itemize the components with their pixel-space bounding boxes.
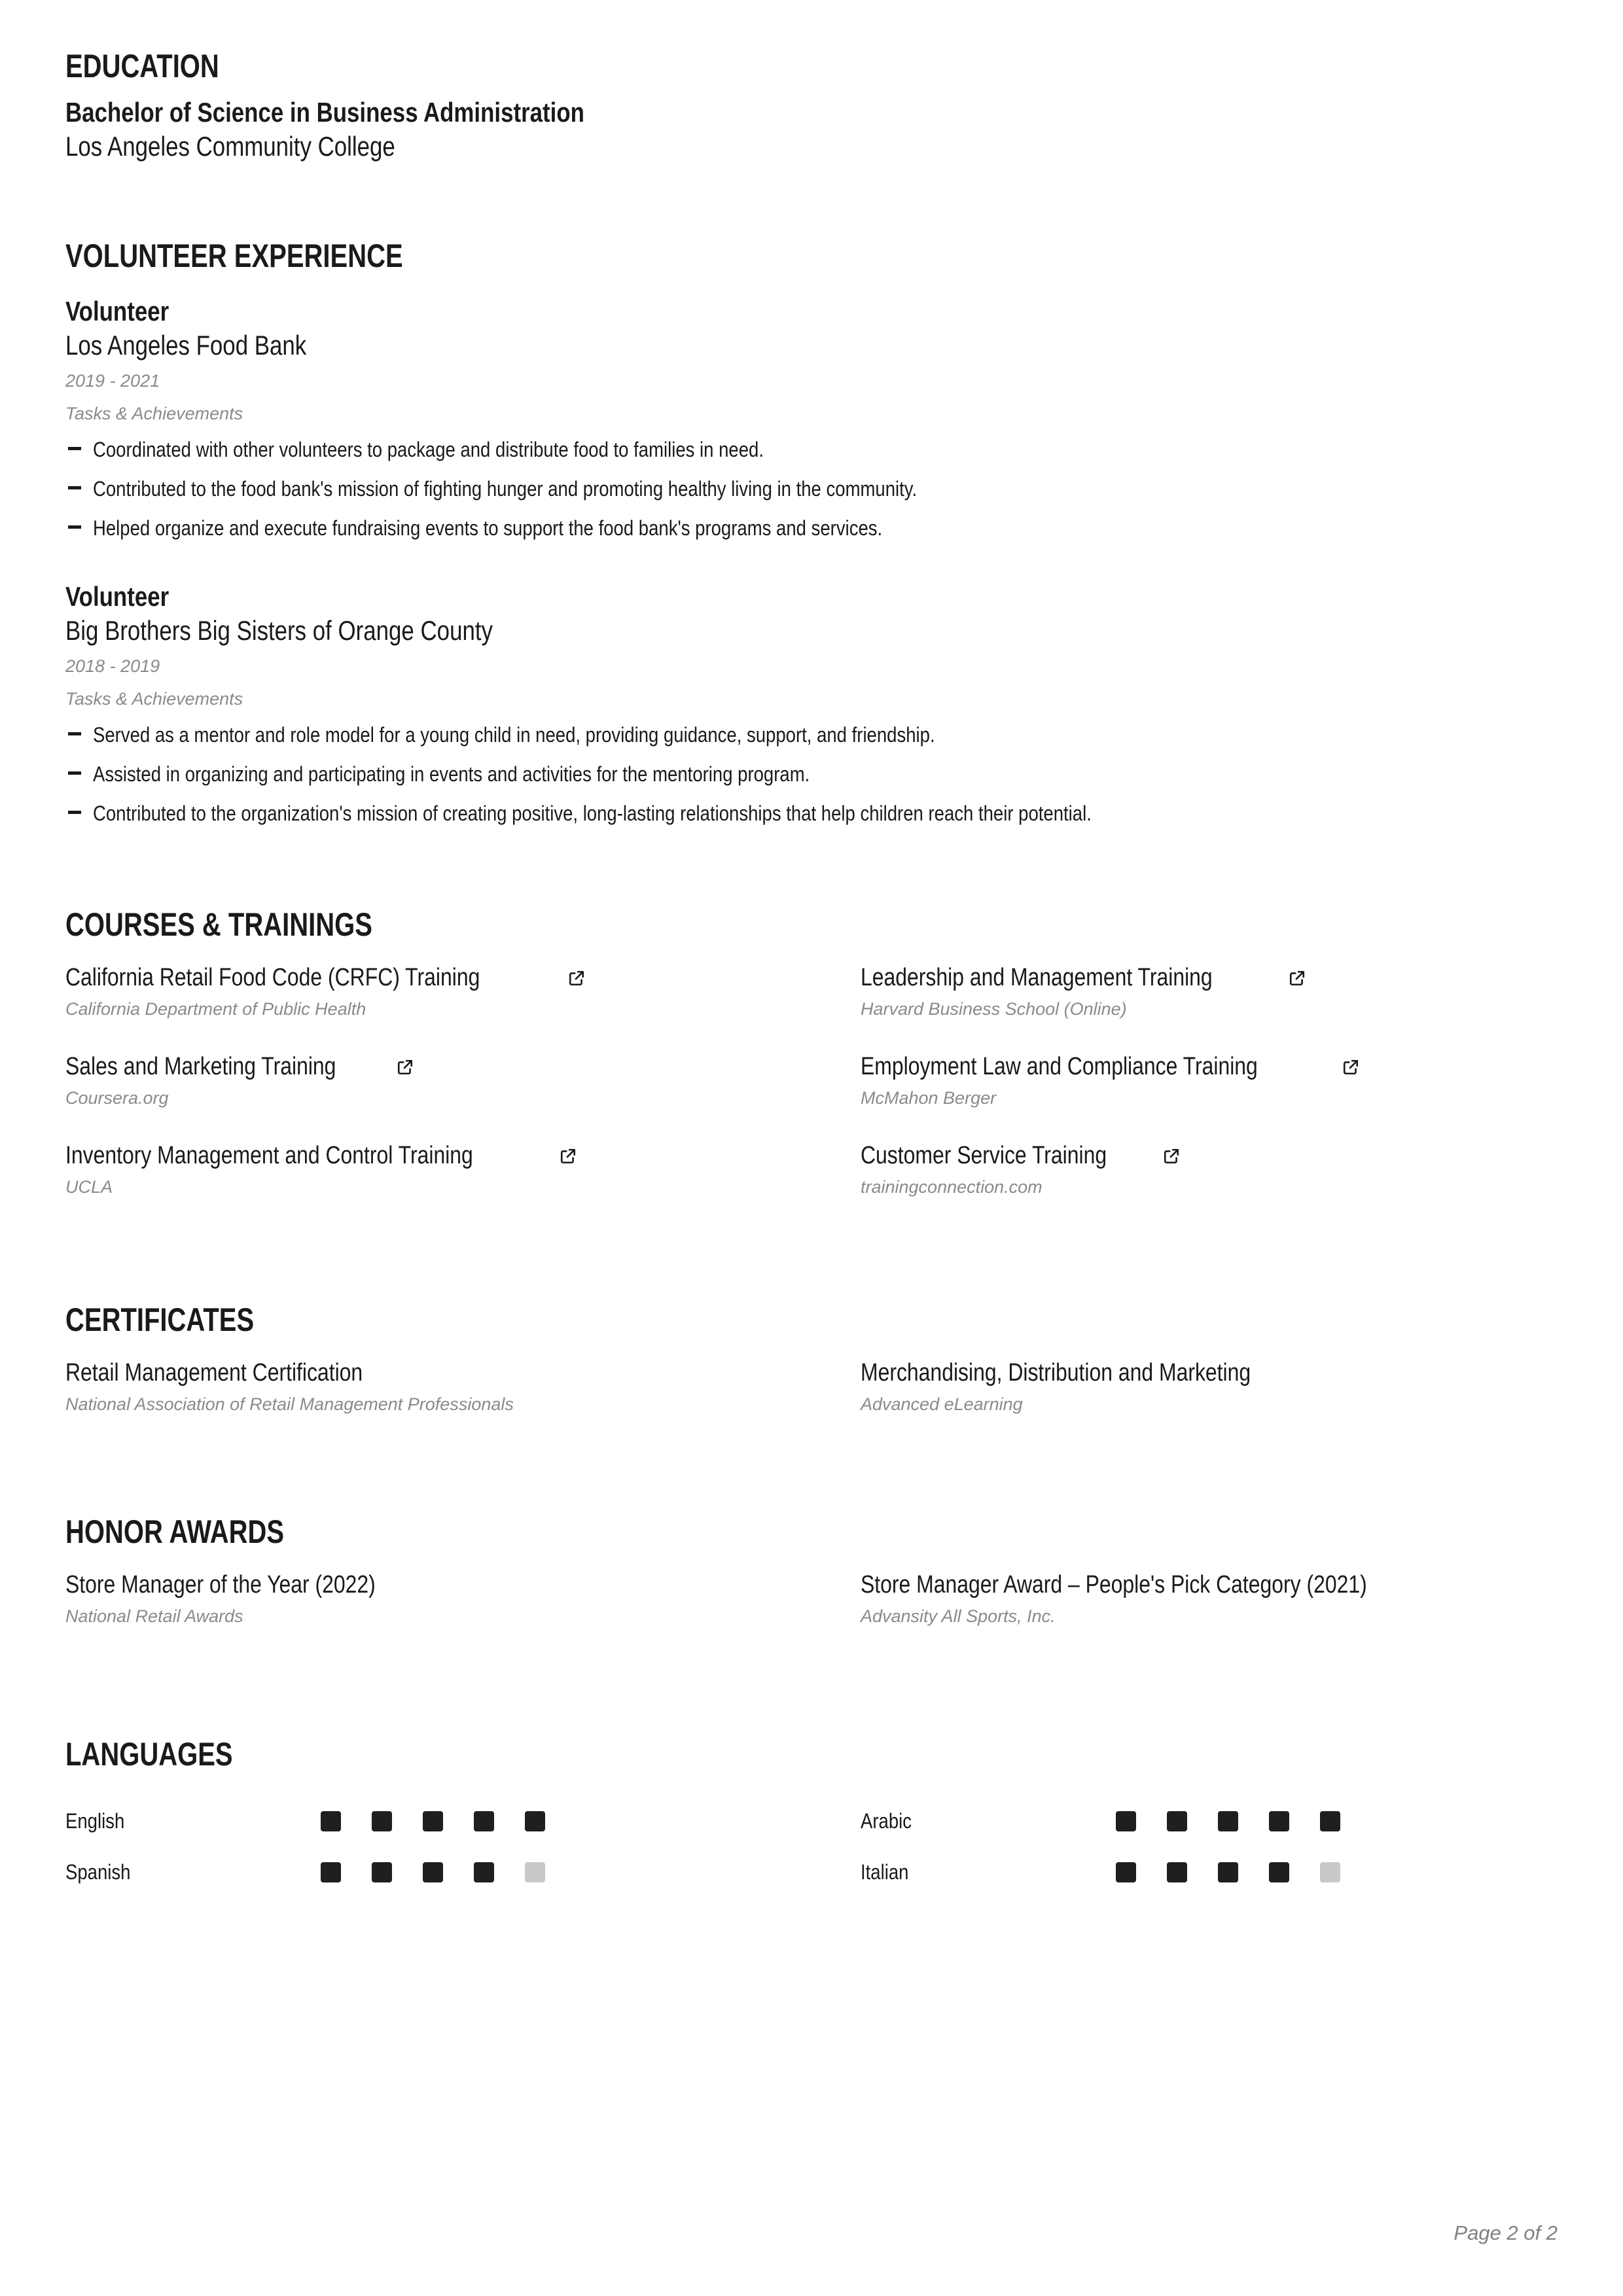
section-heading-courses-text: COURSES & TRAININGS (65, 906, 372, 943)
certificate-item (861, 1357, 1558, 1446)
level-square (1218, 1862, 1238, 1882)
section-heading-volunteer (65, 237, 1558, 275)
bullet-item (65, 434, 1558, 465)
language-name (861, 1859, 1116, 1885)
page-footer: Page 2 of 2 (1454, 2221, 1558, 2244)
volunteer-role (65, 580, 1558, 614)
language-name-text: Spanish (65, 1860, 131, 1884)
section-heading-education-text: EDUCATION (65, 48, 219, 84)
certificate-title (65, 1357, 861, 1388)
certificate-issuer: National Association of Retail Management Professionals (65, 1394, 514, 1414)
level-square (1167, 1862, 1187, 1882)
certificate-title-text: Merchandising, Distribution and Marketing (861, 1359, 1251, 1386)
section-heading-volunteer-text: VOLUNTEER EXPERIENCE (65, 238, 403, 274)
volunteer-bullet-list (65, 434, 1558, 543)
level-square (1320, 1862, 1340, 1882)
section-languages (65, 1735, 1558, 1898)
courses-grid (65, 962, 1558, 1229)
tasks-achievements-label: Tasks & Achievements (65, 404, 243, 423)
level-square (1116, 1862, 1136, 1882)
level-square (525, 1811, 545, 1831)
certificate-issuer: Advanced eLearning (861, 1394, 1023, 1414)
course-provider: UCLA (65, 1177, 113, 1197)
volunteer-organization (65, 328, 1558, 362)
course-provider: California Department of Public Health (65, 999, 366, 1019)
bullet-text: Coordinated with other volunteers to package and distribute food to families in need. (93, 438, 764, 461)
volunteer-role-text: Volunteer (65, 296, 169, 327)
level-square (1218, 1811, 1238, 1831)
level-square (1167, 1811, 1187, 1831)
level-square (372, 1862, 392, 1882)
course-title[interactable] (861, 962, 1558, 993)
volunteer-organization (65, 614, 1558, 648)
course-title[interactable] (861, 1140, 1558, 1171)
volunteer-bullet-list (65, 720, 1558, 828)
award-item (65, 1569, 861, 1628)
award-title (861, 1569, 1499, 1600)
section-education (65, 47, 1558, 164)
bullet-text: Assisted in organizing and participating in events and activities for the mentoring program. (93, 762, 810, 786)
section-courses-trainings (65, 906, 1558, 1229)
external-link-icon[interactable] (568, 970, 585, 987)
volunteer-organization-text: Big Brothers Big Sisters of Orange County (65, 615, 493, 646)
award-issuer: National Retail Awards (65, 1606, 243, 1626)
volunteer-organization-text: Los Angeles Food Bank (65, 330, 307, 361)
language-level-meter (1116, 1862, 1340, 1882)
course-item (861, 1051, 1558, 1110)
section-heading-awards (65, 1513, 1558, 1551)
section-heading-languages-text: LANGUAGES (65, 1736, 233, 1773)
course-item (65, 1051, 861, 1110)
course-title-text: California Retail Food Code (CRFC) Training (65, 964, 480, 991)
course-title-text: Sales and Marketing Training (65, 1053, 336, 1080)
education-school-text: Los Angeles Community College (65, 131, 395, 162)
level-square (372, 1811, 392, 1831)
awards-grid (65, 1569, 1558, 1658)
course-title[interactable] (65, 962, 861, 993)
section-volunteer-experience (65, 237, 1558, 828)
external-link-icon[interactable] (397, 1059, 414, 1076)
certificate-title (861, 1357, 1558, 1388)
language-row (65, 1795, 861, 1846)
volunteer-entry (65, 580, 1558, 828)
tasks-achievements-label: Tasks & Achievements (65, 689, 243, 709)
bullet-item (65, 474, 1558, 504)
language-level-meter (321, 1811, 545, 1831)
bullet-text: Served as a mentor and role model for a young child in need, providing guidance, support, and friendship. (93, 723, 935, 747)
course-item (861, 962, 1558, 1021)
section-heading-courses (65, 906, 1558, 944)
section-heading-languages (65, 1735, 1558, 1773)
volunteer-entry (65, 294, 1558, 543)
language-row (861, 1846, 1558, 1898)
section-heading-awards-text: HONOR AWARDS (65, 1513, 285, 1550)
level-square (1116, 1811, 1136, 1831)
bullet-text: Contributed to the organization's mission of creating positive, long-lasting relationships that help children reach their potential. (93, 802, 1092, 825)
language-level-meter (1116, 1811, 1340, 1831)
section-heading-certificates (65, 1301, 1558, 1339)
course-provider: McMahon Berger (861, 1088, 997, 1108)
level-square (321, 1811, 341, 1831)
language-name (65, 1808, 321, 1834)
level-square (423, 1862, 443, 1882)
course-title[interactable] (65, 1140, 861, 1171)
section-certificates (65, 1301, 1558, 1446)
section-honor-awards (65, 1513, 1558, 1658)
course-provider: Coursera.org (65, 1088, 169, 1108)
level-square (1320, 1811, 1340, 1831)
language-level-meter (321, 1862, 545, 1882)
level-square (423, 1811, 443, 1831)
award-title-text: Store Manager of the Year (2022) (65, 1571, 376, 1598)
course-title[interactable] (65, 1051, 861, 1082)
bullet-item (65, 759, 1558, 789)
language-name (65, 1859, 321, 1885)
course-item (861, 1140, 1558, 1229)
external-link-icon[interactable] (1342, 1059, 1359, 1076)
bullet-text: Contributed to the food bank's mission of fighting hunger and promoting healthy living in the community. (93, 477, 918, 501)
language-name-text: English (65, 1809, 125, 1833)
level-square (474, 1862, 494, 1882)
languages-grid (65, 1795, 1558, 1898)
course-provider: trainingconnection.com (861, 1177, 1043, 1197)
volunteer-dates: 2019 - 2021 (65, 371, 160, 391)
level-square (525, 1862, 545, 1882)
course-item (65, 962, 861, 1021)
volunteer-role (65, 294, 1558, 328)
course-title-text: Customer Service Training (861, 1142, 1107, 1169)
language-row (861, 1795, 1558, 1846)
volunteer-role-text: Volunteer (65, 581, 169, 612)
language-name-text: Italian (861, 1860, 909, 1884)
language-name-text: Arabic (861, 1809, 912, 1833)
award-title (65, 1569, 861, 1600)
bullet-text: Helped organize and execute fundraising events to support the food bank's programs and services. (93, 516, 883, 540)
bullet-item (65, 513, 1558, 543)
external-link-icon[interactable] (1289, 970, 1306, 987)
award-issuer: Advansity All Sports, Inc. (861, 1606, 1056, 1626)
level-square (1269, 1811, 1289, 1831)
education-degree (65, 96, 1558, 130)
course-title[interactable] (861, 1051, 1558, 1082)
bullet-item (65, 720, 1558, 750)
certificates-grid (65, 1357, 1558, 1446)
level-square (474, 1811, 494, 1831)
education-degree-text: Bachelor of Science in Business Administration (65, 97, 584, 128)
course-item (65, 1140, 861, 1199)
volunteer-dates: 2018 - 2019 (65, 656, 160, 676)
section-heading-education (65, 47, 1558, 85)
education-school (65, 130, 1558, 164)
section-heading-certificates-text: CERTIFICATES (65, 1301, 255, 1338)
course-title-text: Inventory Management and Control Training (65, 1142, 473, 1169)
bullet-item (65, 798, 1399, 828)
language-name (861, 1808, 1116, 1834)
course-provider: Harvard Business School (Online) (861, 999, 1127, 1019)
level-square (321, 1862, 341, 1882)
level-square (1269, 1862, 1289, 1882)
course-title-text: Leadership and Management Training (861, 964, 1213, 991)
course-title-text: Employment Law and Compliance Training (861, 1053, 1258, 1080)
award-title-text: Store Manager Award – People's Pick Category (2021) (861, 1571, 1367, 1598)
certificate-item (65, 1357, 861, 1416)
certificate-title-text: Retail Management Certification (65, 1359, 363, 1386)
external-link-icon[interactable] (560, 1148, 577, 1165)
language-row (65, 1846, 861, 1898)
resume-content (65, 47, 1558, 1898)
award-item (861, 1569, 1558, 1658)
external-link-icon[interactable] (1163, 1148, 1180, 1165)
